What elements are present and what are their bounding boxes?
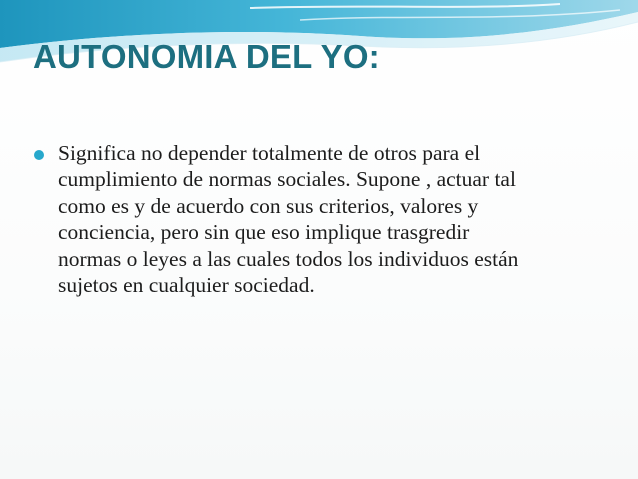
bullet-icon: [34, 150, 44, 160]
slide-title: AUTONOMIA DEL YO:: [33, 38, 380, 75]
bullet-item: [34, 140, 604, 298]
bullet-text: Significa no depender totalmente de otros para el cumplimiento de normas sociales. Supone , actuar tal como es y de acuerdo con sus criterios, valores y conciencia, pero sin que eso implique trasgredir normas o leyes a las cuales todos los individuos están sujetos en cualquier sociedad.: [58, 141, 519, 298]
slide-body: [34, 140, 604, 298]
